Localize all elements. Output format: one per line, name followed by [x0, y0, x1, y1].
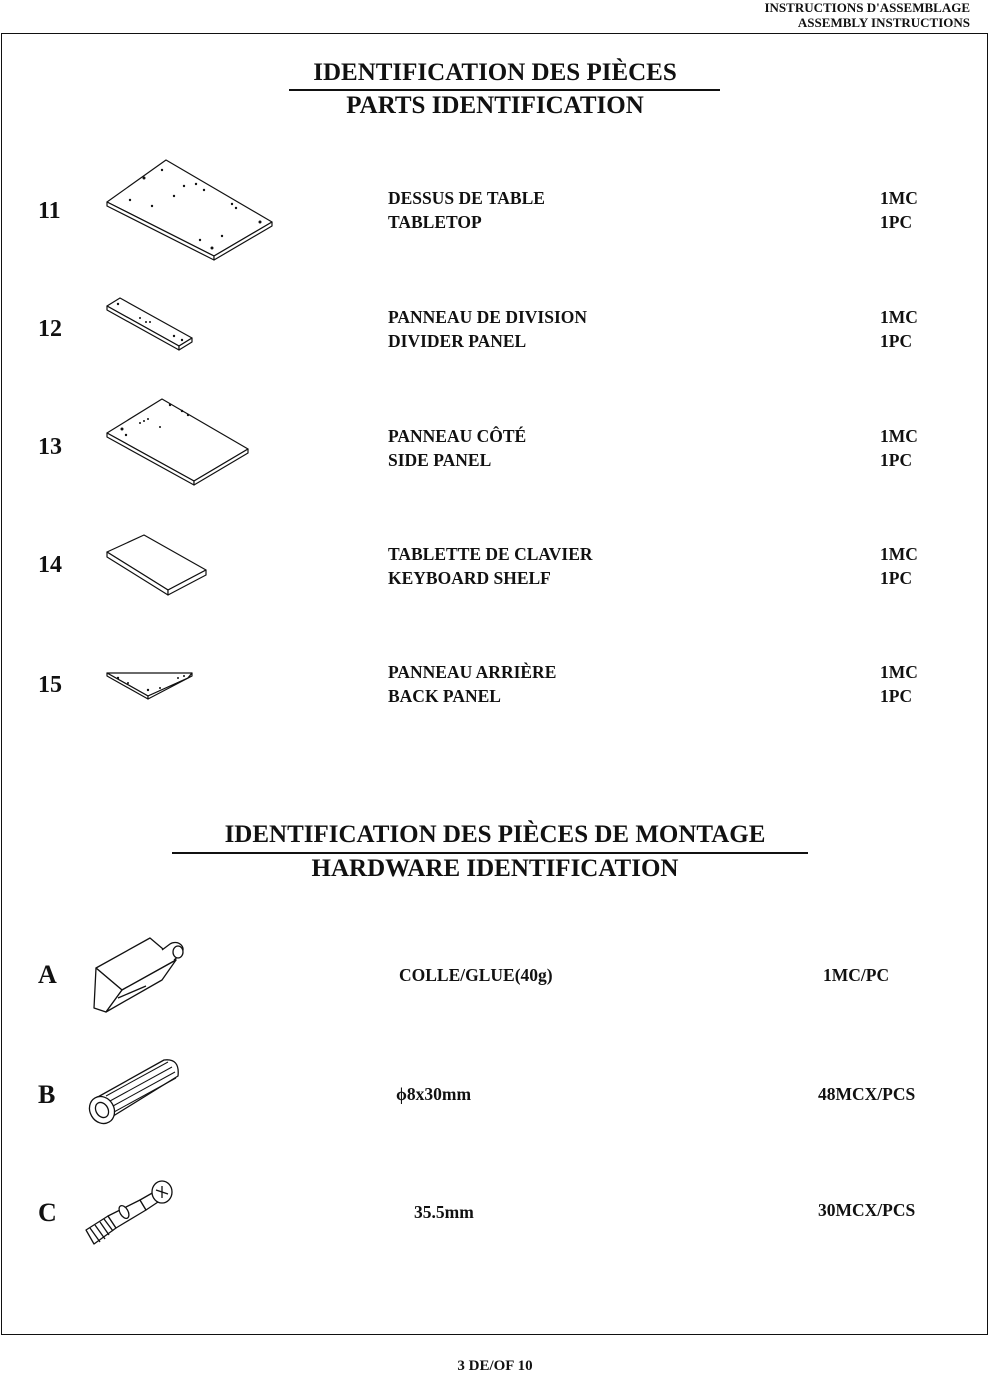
part-15-qty	[880, 660, 918, 708]
hardware-title-fr: IDENTIFICATION DES PIÈCES DE MONTAGE	[224, 821, 766, 848]
part-11-qty-en: 1PC	[880, 212, 913, 232]
part-number-11: 11	[38, 198, 61, 224]
part-13-qty-fr: 1MC	[880, 426, 918, 446]
hardware-title-en: HARDWARE IDENTIFICATION	[311, 855, 679, 882]
parts-title-fr: IDENTIFICATION DES PIÈCES	[313, 59, 677, 86]
part-14-name-fr: TABLETTE DE CLAVIER	[388, 544, 593, 564]
part-14-qty-fr: 1MC	[880, 544, 918, 564]
header-title-en: ASSEMBLY INSTRUCTIONS	[797, 15, 970, 30]
header-title-fr: INSTRUCTIONS D'ASSEMBLAGE	[764, 0, 970, 15]
part-12-name-fr: PANNEAU DE DIVISION	[388, 307, 588, 327]
part-14-names	[388, 542, 593, 590]
hardware-a-qty: 1MC/PC	[823, 965, 890, 985]
hardware-letter-a: A	[38, 960, 57, 989]
tabletop-panel-icon	[104, 156, 276, 262]
part-14-name-en: KEYBOARD SHELF	[388, 568, 551, 588]
hardware-c-name: 35.5mm	[414, 1202, 474, 1222]
part-14-qty-en: 1PC	[880, 568, 913, 588]
part-13-qty-en: 1PC	[880, 450, 913, 470]
part-number-14: 14	[38, 552, 62, 578]
glue-bottle-icon	[92, 934, 192, 1016]
part-11-names	[388, 186, 545, 234]
parts-title-en: PARTS IDENTIFICATION	[346, 92, 644, 119]
part-number-13: 13	[38, 434, 62, 460]
hardware-b-qty: 48MCX/PCS	[818, 1084, 916, 1104]
part-13-name-fr: PANNEAU CÔTÉ	[388, 426, 527, 446]
hardware-letter-b: B	[38, 1080, 56, 1109]
part-13-qty	[880, 424, 918, 472]
part-11-qty	[880, 186, 918, 234]
page-number: 3 DE/OF 10	[457, 1358, 533, 1374]
part-15-qty-fr: 1MC	[880, 662, 918, 682]
part-11-name-fr: DESSUS DE TABLE	[388, 188, 545, 208]
part-15-name-en: BACK PANEL	[388, 686, 501, 706]
part-number-12: 12	[38, 316, 62, 342]
part-11-name-en: TABLETOP	[388, 212, 482, 232]
part-14-qty	[880, 542, 918, 590]
part-12-qty	[880, 305, 918, 353]
part-15-name-fr: PANNEAU ARRIÈRE	[388, 662, 557, 682]
hardware-letter-c: C	[38, 1198, 57, 1227]
part-number-15: 15	[38, 672, 62, 698]
wooden-dowel-icon	[82, 1054, 186, 1134]
keyboard-shelf-icon	[104, 532, 210, 600]
back-panel-icon	[104, 668, 196, 702]
part-12-qty-en: 1PC	[880, 331, 913, 351]
divider-panel-icon	[104, 294, 196, 352]
part-11-qty-fr: 1MC	[880, 188, 918, 208]
part-12-qty-fr: 1MC	[880, 307, 918, 327]
part-13-names	[388, 424, 526, 472]
side-panel-icon	[104, 395, 252, 487]
cam-bolt-icon	[78, 1178, 182, 1252]
part-12-name-en: DIVIDER PANEL	[388, 331, 527, 351]
part-12-names	[388, 305, 587, 353]
part-13-name-en: SIDE PANEL	[388, 450, 492, 470]
part-15-names	[388, 660, 556, 708]
part-15-qty-en: 1PC	[880, 686, 913, 706]
hardware-c-qty: 30MCX/PCS	[818, 1200, 916, 1220]
hardware-a-name: COLLE/GLUE(40g)	[399, 965, 553, 985]
page-header	[764, 0, 970, 30]
hardware-b-name: ϕ8x30mm	[396, 1084, 472, 1104]
